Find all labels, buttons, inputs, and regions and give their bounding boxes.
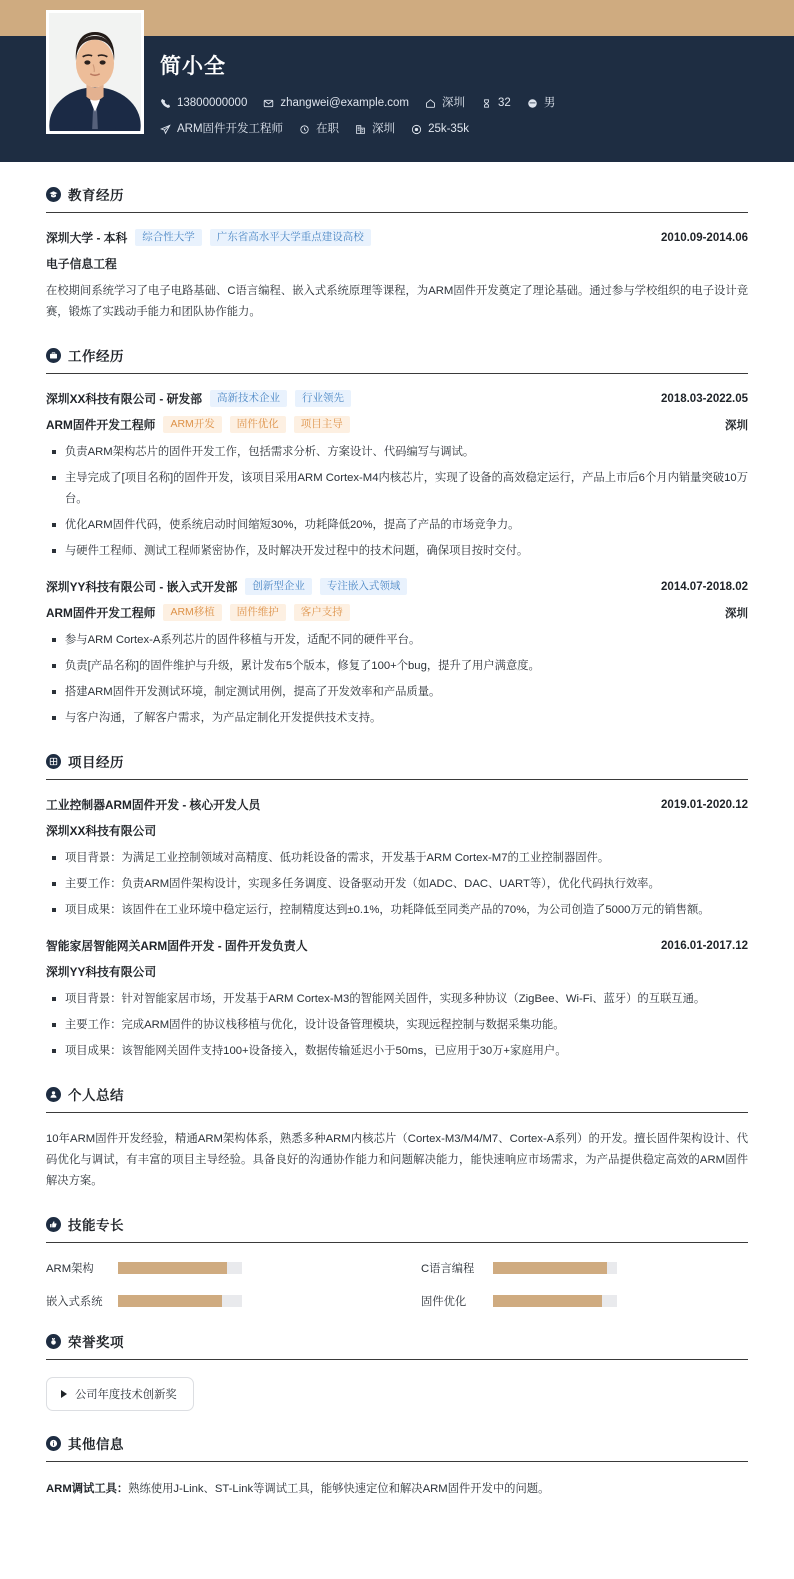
- work-company-line: [46, 578, 748, 595]
- honor-chip[interactable]: [46, 1377, 194, 1411]
- medal-icon: [46, 1334, 61, 1349]
- profile-header: [0, 36, 794, 162]
- role-tag: ARM移植: [163, 604, 221, 621]
- contact-row-primary: [160, 94, 754, 112]
- contact-age-text: 32: [498, 97, 511, 109]
- contact-row-secondary: [160, 120, 754, 138]
- school-tag: 广东省高水平大学重点建设高校: [210, 229, 371, 246]
- salary-expectation: [411, 120, 469, 138]
- list-item: 优化ARM固件代码，使系统启动时间缩短30%，功耗降低20%，提高了产品的市场竞争力。: [46, 515, 748, 536]
- work-location: 深圳: [725, 607, 748, 620]
- project-company: 深圳XX科技有限公司: [46, 824, 157, 838]
- company-name: 深圳XX科技有限公司 - 研发部: [46, 392, 202, 406]
- age-icon: [481, 98, 492, 109]
- play-triangle-icon: [61, 1390, 67, 1398]
- contact-gender-text: 男: [543, 97, 556, 109]
- work-city-text: 深圳: [372, 123, 396, 135]
- paper-plane-icon: [160, 124, 171, 135]
- skill-label: 固件优化: [421, 1296, 467, 1308]
- section-title-summary: 个人总结: [68, 1088, 124, 1103]
- section-header-other-info: [46, 1433, 748, 1461]
- section-title-skills: 技能专长: [68, 1218, 124, 1233]
- work-date: 2014.07-2018.02: [661, 580, 748, 593]
- summary-entry: [46, 1129, 748, 1192]
- section-divider: [46, 1461, 748, 1462]
- section-other-info: [46, 1433, 748, 1500]
- section-title-other-info: 其他信息: [68, 1437, 124, 1452]
- role-tag: 固件优化: [230, 416, 286, 433]
- company-tag: 行业领先: [295, 390, 351, 407]
- list-item: 与客户沟通，了解客户需求，为产品定制化开发提供技术支持。: [46, 708, 748, 729]
- section-work: [46, 345, 748, 729]
- section-projects: [46, 751, 748, 1062]
- skill-progress-fill: [118, 1295, 222, 1307]
- section-divider: [46, 779, 748, 780]
- education-headline: [46, 229, 748, 246]
- section-header-work: [46, 345, 748, 373]
- skill-progress-track: [493, 1295, 617, 1307]
- project-headline: [46, 796, 748, 813]
- status-icon: [299, 124, 310, 135]
- job-title: ARM固件开发工程师: [46, 418, 156, 432]
- skill-progress-track: [118, 1262, 242, 1274]
- work-role-line: [46, 416, 748, 433]
- skill-item: [421, 1260, 748, 1276]
- list-item: 负责[产品名称]的固件维护与升级，累计发布5个版本，修复了100+个bug，提升了用户满意度。: [46, 656, 748, 677]
- section-header-honors: [46, 1331, 748, 1359]
- company-tag: 专注嵌入式领域: [320, 578, 408, 595]
- section-divider: [46, 212, 748, 213]
- list-item: 与硬件工程师、测试工程师紧密协作，及时解决开发过程中的技术问题，确保项目按时交付。: [46, 541, 748, 562]
- contact-age: [481, 94, 511, 112]
- work-city: [355, 120, 395, 138]
- resume-body: [0, 184, 794, 1500]
- target-position-text: ARM固件开发工程师: [177, 123, 284, 135]
- role-tag: 固件维护: [230, 604, 286, 621]
- contact-email: [263, 94, 409, 112]
- info-icon: [46, 1436, 61, 1451]
- company-name: 深圳YY科技有限公司 - 嵌入式开发部: [46, 580, 238, 594]
- project-date: 2016.01-2017.12: [661, 939, 748, 952]
- skill-item: [421, 1293, 748, 1309]
- graduation-cap-icon: [46, 187, 61, 202]
- summary-text: 10年ARM固件开发经验，精通ARM架构体系，熟悉多种ARM内核芯片（Cortex-M3/M4/M7、Cortex-A系列）的开发。擅长固件架构设计、代码优化与调试，有丰富的项目主导经验。具备良好的沟通协作能力和问题解决能力，能快速响应市场需求，为产品提供稳定高效的ARM固件解决方案。: [46, 1133, 748, 1187]
- project-headline: [46, 937, 748, 954]
- portrait-photo-icon: [49, 13, 141, 131]
- school-tag: 综合性大学: [135, 229, 202, 246]
- project-name: 工业控制器ARM固件开发 - 核心开发人员: [46, 798, 261, 812]
- honor-list: [46, 1377, 748, 1411]
- target-position: [160, 120, 283, 138]
- education-description: 在校期间系统学习了电子电路基础、C语言编程、嵌入式系统原理等课程，为ARM固件开发奠定了理论基础。通过参与学校组织的电子设计竞赛，锻炼了实践动手能力和团队协作能力。: [46, 285, 748, 318]
- section-divider: [46, 1242, 748, 1243]
- avatar: [46, 10, 144, 134]
- work-role-line: [46, 604, 748, 621]
- list-item: 参与ARM Cortex-A系列芯片的固件移植与开发，适配不同的硬件平台。: [46, 630, 748, 651]
- education-entry: [46, 229, 748, 323]
- project-detail-list: [46, 848, 748, 921]
- work-entry: [46, 578, 748, 729]
- section-summary: [46, 1084, 748, 1192]
- list-item: 负责ARM架构芯片的固件开发工作，包括需求分析、方案设计、代码编写与调试。: [46, 442, 748, 463]
- salary-icon: [411, 124, 422, 135]
- project-company: 深圳YY科技有限公司: [46, 965, 157, 979]
- list-item: 项目成果：该固件在工业环境中稳定运行，控制精度达到±0.1%，功耗降低至同类产品的70%，为公司创造了5000万元的销售额。: [46, 900, 748, 921]
- skill-label: C语言编程: [421, 1263, 475, 1275]
- skill-label: 嵌入式系统: [46, 1296, 103, 1308]
- section-header-skills: [46, 1214, 748, 1242]
- skill-label: ARM架构: [46, 1263, 94, 1275]
- home-icon: [425, 98, 436, 109]
- job-title: ARM固件开发工程师: [46, 606, 156, 620]
- salary-text: 25k-35k: [428, 123, 469, 135]
- project-grid-icon: [46, 754, 61, 769]
- role-tag: ARM开发: [163, 416, 221, 433]
- project-entry: [46, 796, 748, 921]
- section-title-education: 教育经历: [68, 188, 124, 203]
- phone-icon: [160, 98, 171, 109]
- other-info-label: ARM调试工具：: [46, 1483, 129, 1495]
- briefcase-icon: [46, 348, 61, 363]
- project-entry: [46, 937, 748, 1062]
- section-title-work: 工作经历: [68, 349, 124, 364]
- work-company-line: [46, 390, 748, 407]
- job-status-text: 在职: [316, 123, 340, 135]
- skills-grid: [46, 1260, 748, 1309]
- candidate-name: 简小全: [160, 55, 226, 78]
- work-date: 2018.03-2022.05: [661, 392, 748, 405]
- other-info-item: [46, 1479, 748, 1500]
- list-item: 主要工作：完成ARM固件的协议栈移植与优化，设计设备管理模块，实现远程控制与数据采集功能。: [46, 1015, 748, 1036]
- thumbs-up-icon: [46, 1217, 61, 1232]
- user-icon: [46, 1087, 61, 1102]
- work-duty-list: [46, 442, 748, 562]
- skill-progress-fill: [118, 1262, 227, 1274]
- section-header-education: [46, 184, 748, 212]
- work-entry: [46, 390, 748, 562]
- section-divider: [46, 1359, 748, 1360]
- school-name: 深圳大学 - 本科: [46, 231, 128, 245]
- contact-email-text: zhangwei@example.com: [280, 97, 410, 109]
- section-honors: [46, 1331, 748, 1411]
- skill-progress-track: [118, 1295, 242, 1307]
- list-item: 项目背景：针对智能家居市场，开发基于ARM Cortex-M3的智能网关固件，实现多种协议（ZigBee、Wi-Fi、蓝牙）的互联互通。: [46, 989, 748, 1010]
- work-location: 深圳: [725, 419, 748, 432]
- list-item: 主导完成了[项目名称]的固件开发，该项目采用ARM Cortex-M4内核芯片，实现了设备的高效稳定运行，产品上市后6个月内销量突破10万台。: [46, 468, 748, 510]
- company-tag: 高新技术企业: [210, 390, 287, 407]
- job-status: [299, 120, 339, 138]
- list-item: 项目成果：该智能网关固件支持100+设备接入，数据传输延迟小于50ms，已应用于30万+家庭用户。: [46, 1041, 748, 1062]
- section-divider: [46, 1112, 748, 1113]
- section-title-projects: 项目经历: [68, 755, 124, 770]
- contact-city-text: 深圳: [442, 97, 466, 109]
- skill-item: [46, 1260, 373, 1276]
- city-icon: [355, 124, 366, 135]
- section-divider: [46, 373, 748, 374]
- education-date: 2010.09-2014.06: [661, 231, 748, 244]
- company-tag: 创新型企业: [245, 578, 312, 595]
- project-detail-list: [46, 989, 748, 1062]
- contact-phone-text: 13800000000: [177, 97, 248, 109]
- skill-progress-fill: [493, 1262, 607, 1274]
- list-item: 主要工作：负责ARM固件架构设计，实现多任务调度、设备驱动开发（如ADC、DAC、UART等），优化代码执行效率。: [46, 874, 748, 895]
- skill-progress-fill: [493, 1295, 602, 1307]
- section-skills: [46, 1214, 748, 1309]
- project-name: 智能家居智能网关ARM固件开发 - 固件开发负责人: [46, 939, 308, 953]
- honor-label: 公司年度技术创新奖: [75, 1389, 177, 1401]
- gender-icon: [527, 98, 538, 109]
- skill-item: [46, 1293, 373, 1309]
- work-duty-list: [46, 630, 748, 729]
- skill-progress-track: [493, 1262, 617, 1274]
- list-item: 项目背景：为满足工业控制领域对高精度、低功耗设备的需求，开发基于ARM Cortex-M7的工业控制器固件。: [46, 848, 748, 869]
- section-header-summary: [46, 1084, 748, 1112]
- education-major: 电子信息工程: [46, 257, 117, 271]
- role-tag: 项目主导: [294, 416, 350, 433]
- email-icon: [263, 98, 274, 109]
- contact-city: [425, 94, 465, 112]
- section-title-honors: 荣誉奖项: [68, 1335, 124, 1350]
- contact-gender: [527, 94, 556, 112]
- project-date: 2019.01-2020.12: [661, 798, 748, 811]
- role-tag: 客户支持: [294, 604, 350, 621]
- other-info-text: 熟练使用J-Link、ST-Link等调试工具，能够快速定位和解决ARM固件开发中的问题。: [128, 1483, 550, 1495]
- section-header-projects: [46, 751, 748, 779]
- contact-phone: [160, 94, 247, 112]
- list-item: 搭建ARM固件开发测试环境，制定测试用例，提高了开发效率和产品质量。: [46, 682, 748, 703]
- section-education: [46, 184, 748, 323]
